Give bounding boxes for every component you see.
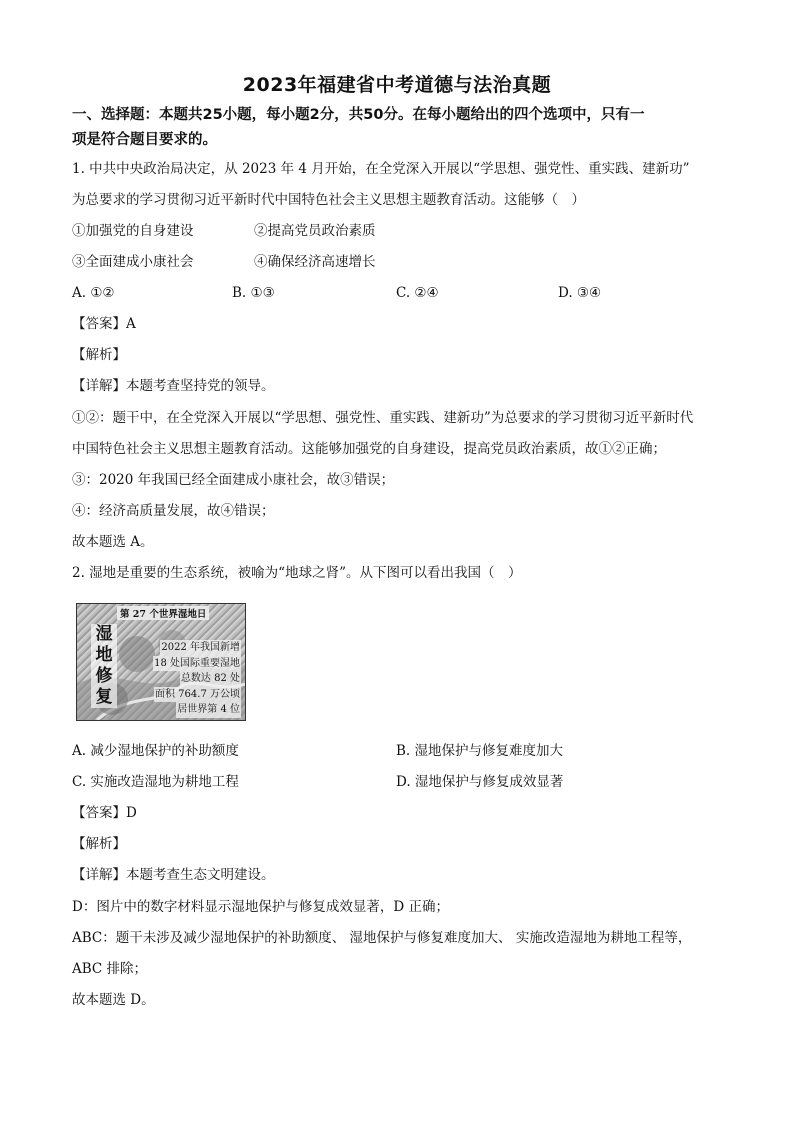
q1-explanation-line3: ③：2020 年我国已经全面建成小康社会，故③错误； xyxy=(72,472,395,488)
poster-stats xyxy=(153,640,241,718)
q2-option-c: C. 实施改造湿地为耕地工程 xyxy=(72,774,239,790)
q2-option-a: A. 减少湿地保护的补助额度 xyxy=(72,743,239,759)
q1-answer: 【答案】A xyxy=(72,316,136,332)
page-title: 2023年福建省中考道德与法治真题 xyxy=(242,74,552,96)
q1-option-d: D. ③④ xyxy=(558,285,602,301)
q1-explanation-line1: ①②：题干中，在全党深入开展以“学思想、强党性、重实践、建新功”为总要求的学习贯彻习近平新时代 xyxy=(72,410,694,426)
section-heading-line1: 一、选择题：本题共25小题，每小题2分，共50分。在每小题给出的四个选项中，只有一 xyxy=(72,107,645,123)
poster-char-1: 湿 xyxy=(95,624,113,644)
q1-stem-line1: 1. 中共中央政治局决定，从 2023 年 4 月开始，在全党深入开展以“学思想、强党性、重实践、建新功” xyxy=(72,161,690,177)
poster-char-4: 复 xyxy=(95,687,113,707)
poster-stat-4: 面积 764.7 万公顷 xyxy=(154,687,241,703)
q1-item-1: ①加强党的自身建设 xyxy=(72,223,194,239)
poster-stat-3: 总数达 82 处 xyxy=(180,671,241,687)
q1-item-3: ③全面建成小康社会 xyxy=(72,254,194,270)
poster-stat-1: 2022 年我国新增 xyxy=(160,640,241,656)
poster-char-2: 地 xyxy=(95,645,113,665)
q2-explanation-line3: ABC 排除； xyxy=(72,961,148,977)
q1-option-c: C. ②④ xyxy=(396,285,439,301)
q2-conclusion: 故本题选 D。 xyxy=(72,992,155,1008)
q2-answer: 【答案】D xyxy=(72,805,137,821)
poster-char-3: 修 xyxy=(95,666,113,686)
q1-option-a: A. ①② xyxy=(72,285,115,301)
q1-explanation-line2: 中国特色社会主义思想主题教育活动。这能够加强党的自身建设，提高党员政治素质，故①②正确； xyxy=(72,441,666,457)
q2-option-d: D. 湿地保护与修复成效显著 xyxy=(396,774,564,790)
poster-stat-2: 18 处国际重要湿地 xyxy=(153,656,241,672)
q1-item-2: ②提高党员政治素质 xyxy=(254,223,376,239)
poster-stat-5: 居世界第 4 位 xyxy=(176,702,241,718)
q1-detail: 【详解】本题考查坚持党的领导。 xyxy=(72,378,275,394)
q2-explanation-line2: ABC：题干未涉及减少湿地保护的补助额度、 湿地保护与修复难度加大、 实施改造湿地为耕地工程等， xyxy=(72,930,692,946)
section-heading-line2: 项是符合题目要求的。 xyxy=(72,132,217,148)
q2-stem: 2. 湿地是重要的生态系统，被喻为“地球之肾”。从下图可以看出我国（ ） xyxy=(72,565,522,581)
q1-explanation-line4: ④：经济高质量发展，故④错误； xyxy=(72,503,275,519)
q1-stem-line2: 为总要求的学习贯彻习近平新时代中国特色社会主义思想主题教育活动。这能够（ ） xyxy=(72,192,585,208)
q2-detail: 【详解】本题考查生态文明建设。 xyxy=(72,867,275,883)
q2-analysis-label: 【解析】 xyxy=(72,836,126,852)
q2-explanation-line1: D：图片中的数字材料显示湿地保护与修复成效显著，D 正确； xyxy=(72,899,449,915)
q1-item-4: ④确保经济高速增长 xyxy=(254,254,376,270)
q1-option-b: B. ①③ xyxy=(232,285,275,301)
q2-option-b: B. 湿地保护与修复难度加大 xyxy=(396,743,564,759)
wetland-poster-image xyxy=(76,603,246,721)
poster-title: 第 27 个世界湿地日 xyxy=(117,606,209,620)
q1-analysis-label: 【解析】 xyxy=(72,347,126,363)
q1-conclusion: 故本题选 A。 xyxy=(72,534,154,550)
poster-vertical-text xyxy=(91,624,117,708)
